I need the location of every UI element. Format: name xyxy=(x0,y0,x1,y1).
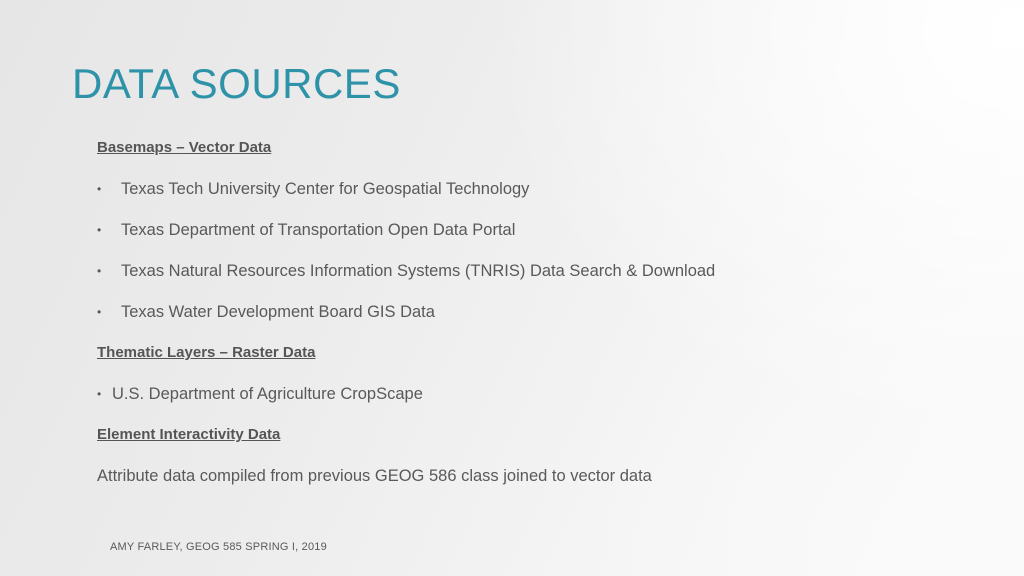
list-item-text: Texas Water Development Board GIS Data xyxy=(121,303,435,321)
list-item-text: Texas Department of Transportation Open Data Portal xyxy=(121,221,516,239)
section-heading-basemaps: Basemaps – Vector Data xyxy=(97,139,272,156)
list-item xyxy=(97,219,977,260)
bullet-icon: • xyxy=(97,223,102,237)
list-item xyxy=(97,301,977,342)
slide-title: DATA SOURCES xyxy=(72,60,401,107)
list-item xyxy=(97,260,977,301)
list-item-text: Texas Natural Resources Information Systems (TNRIS) Data Search & Download xyxy=(121,262,716,280)
bullet-icon: • xyxy=(97,305,102,319)
slide-footer: AMY FARLEY, GEOG 585 SPRING I, 2019 xyxy=(110,541,327,553)
bullet-icon: • xyxy=(97,182,102,196)
list-item-text: Texas Tech University Center for Geospatial Technology xyxy=(121,180,530,198)
bullet-icon: • xyxy=(97,387,102,401)
section-heading-thematic-layers: Thematic Layers – Raster Data xyxy=(97,344,316,361)
section-body-text: Attribute data compiled from previous GEOG 586 class joined to vector data xyxy=(97,467,652,485)
slide-content xyxy=(97,137,977,506)
list-item xyxy=(97,383,977,424)
section-heading-element-interactivity: Element Interactivity Data xyxy=(97,426,281,443)
bullet-icon: • xyxy=(97,264,102,278)
list-item-text: U.S. Department of Agriculture CropScape xyxy=(112,385,423,403)
list-item xyxy=(97,178,977,219)
